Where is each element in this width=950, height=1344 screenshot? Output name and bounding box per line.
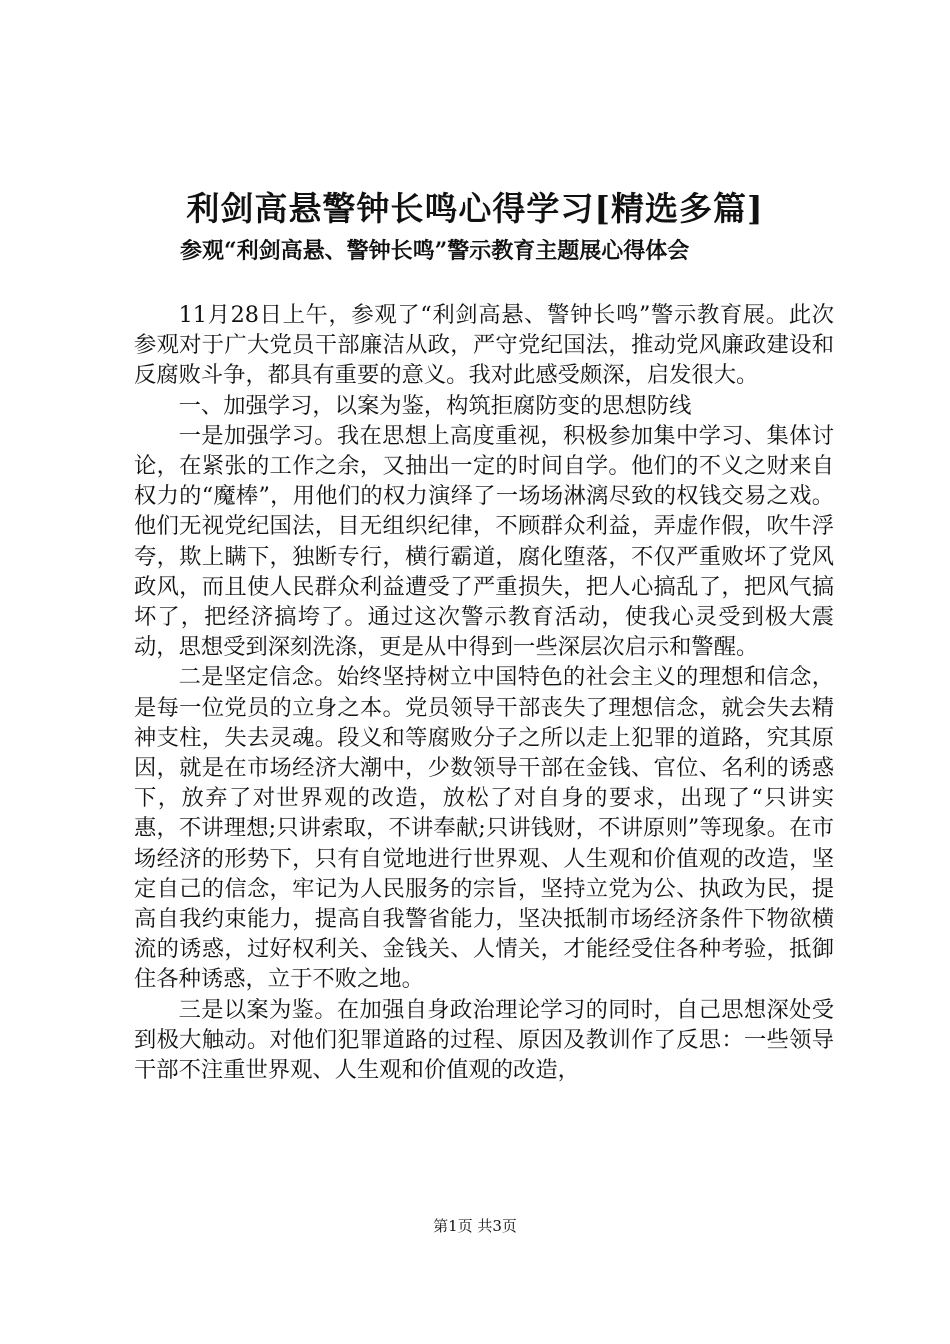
- paragraph-intro: 11月28日上午，参观了“利剑高悬、警钟长鸣”警示教育展。此次参观对于广大党员干部廉洁从政，严守党纪国法，推动党风廉政建设和反腐败斗争，都具有重要的意义。我对此感受颇深，启发很大。: [134, 302, 834, 389]
- paragraph-belief: 二是坚定信念。始终坚持树立中国特色的社会主义的理想和信念，是每一位党员的立身之本。党员领导干部丧失了理想信念，就会失去精神支柱，失去灵魂。段义和等腐败分子之所以走上犯罪的道路，究其原因，就是在市场经济大潮中，少数领导干部在金钱、官位、名利的诱惑下，放弃了对世界观的改造，放松了对自身的要求，出现了“只讲实惠，不讲理想;只讲索取，不讲奉献;只讲钱财，不讲原则”等现象。在市场经济的形势下，只有自觉地进行世界观、人生观和价值观的改造，坚定自己的信念，牢记为人民服务的宗旨，坚持立党为公、执政为民，提高自我约束能力，提高自我警省能力，坚决抵制市场经济条件下物欲横流的诱惑，过好权利关、金钱关、人情关，才能经受住各种考验，抵御住各种诱惑，立于不败之地。: [134, 664, 834, 993]
- document-body: [134, 300, 834, 1085]
- paragraph-study: 一是加强学习。我在思想上高度重视，积极参加集中学习、集体讨论，在紧张的工作之余，又抽出一定的时间自学。他们的不义之财来自权力的“魔棒”，用他们的权力演绎了一场场淋漓尽致的权钱交易之戏。他们无视党纪国法，目无组织纪律，不顾群众利益，弄虚作假，吹牛浮夸，欺上瞒下，独断专行，横行霸道，腐化堕落，不仅严重败坏了党风政风，而且使人民群众利益遭受了严重损失，把人心搞乱了，把风气搞坏了，把经济搞垮了。通过这次警示教育活动，使我心灵受到极大震动，思想受到深刻洗涤，更是从中得到一些深层次启示和警醒。: [134, 422, 834, 661]
- section-heading-1: 一、加强学习，以案为鉴，构筑拒腐防变的思想防线: [178, 392, 692, 419]
- document-title: 利剑高悬警钟长鸣心得学习[精选多篇]: [186, 189, 764, 228]
- paragraph-lessons: 三是以案为鉴。在加强自身政治理论学习的同时，自己思想深处受到极大触动。对他们犯罪道路的过程、原因及教训作了反思：一些领导干部不注重世界观、人生观和价值观的改造，: [134, 996, 834, 1084]
- document-subtitle: 参观“利剑高悬、警钟长鸣”警示教育主题展心得体会: [180, 238, 690, 264]
- page-number-footer: 第1页 共3页: [433, 1217, 517, 1235]
